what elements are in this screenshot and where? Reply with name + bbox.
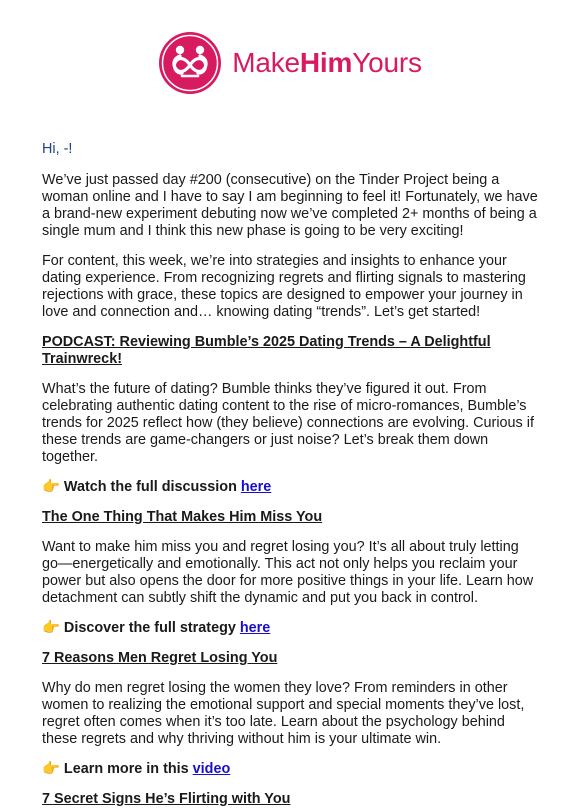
pointing-hand-icon: 👉 xyxy=(42,761,60,777)
section-title-podcast[interactable]: PODCAST: Reviewing Bumble’s 2025 Dating Trends – A Delightful Trainwreck! xyxy=(42,334,491,367)
pointing-hand-icon: 👉 xyxy=(42,620,60,636)
section-title-regret[interactable]: 7 Reasons Men Regret Losing You xyxy=(42,650,278,666)
strategy-link[interactable]: here xyxy=(239,620,271,636)
section-title-flirting[interactable]: 7 Secret Signs He’s Flirting with You xyxy=(42,791,291,807)
section-body-miss-you: Want to make him miss you and regret losing you? It’s all about truly letting go—energetically and emotionally. This act not only helps you reclaim your power but also opens the door for more positive things in your life. Learn how detachment can subtly shift the dynamic and put you back in control. xyxy=(42,539,534,606)
make-him-yours-logo-icon xyxy=(158,31,222,95)
cta-miss-you xyxy=(42,620,538,637)
brand-logo[interactable] xyxy=(158,31,422,95)
podcast-link[interactable]: here xyxy=(240,479,272,495)
brand-wordmark xyxy=(232,47,422,79)
greeting: Hi, -! xyxy=(42,141,73,157)
brand-name-prefix: Make xyxy=(232,47,300,78)
section-title-miss-you[interactable]: The One Thing That Makes Him Miss You xyxy=(42,509,323,525)
cta-text: Watch the full discussion xyxy=(63,479,241,495)
cta-text: Learn more in this xyxy=(63,761,193,777)
email-header xyxy=(0,0,580,120)
email-body xyxy=(0,120,580,808)
section-body-podcast: What’s the future of dating? Bumble thinks they’ve figured it out. From celebrating authentic dating content to the rise of micro-romances, Bumble’s trends for 2025 reflect how (they believe) connections are evolving. Curious if these trends are game-changers or just noise? Let’s break them down together. xyxy=(42,381,534,465)
cta-podcast xyxy=(42,479,538,496)
cta-regret xyxy=(42,761,538,778)
intro-paragraph-2: For content, this week, we’re into strategies and insights to enhance your dating experience. From recognizing regrets and flirting signals to mastering rejections with grace, these topics are designed to empower your journey in love and connection and… knowing dating “trends”. Let’s get started! xyxy=(42,253,526,320)
cta-text: Discover the full strategy xyxy=(63,620,240,636)
video-link[interactable]: video xyxy=(192,761,231,777)
pointing-hand-icon: 👉 xyxy=(42,479,60,495)
brand-name-suffix: Yours xyxy=(352,47,422,78)
brand-name-bold: Him xyxy=(299,47,353,78)
intro-paragraph-1: We’ve just passed day #200 (consecutive) on the Tinder Project being a woman online and I have to say I am beginning to feel it! Fortunately, we have a brand-new experiment debuting now we’ve completed 2+ months of being a single mum and I think this new phase is going to be very exciting! xyxy=(42,172,538,239)
section-body-regret: Why do men regret losing the women they love? From reminders in other women to realizing the emotional support and special moments they’ve lost, regret often comes when it’s too late. Learn about the psychology behind these regrets and why thriving without him is your ultimate win. xyxy=(42,680,525,747)
